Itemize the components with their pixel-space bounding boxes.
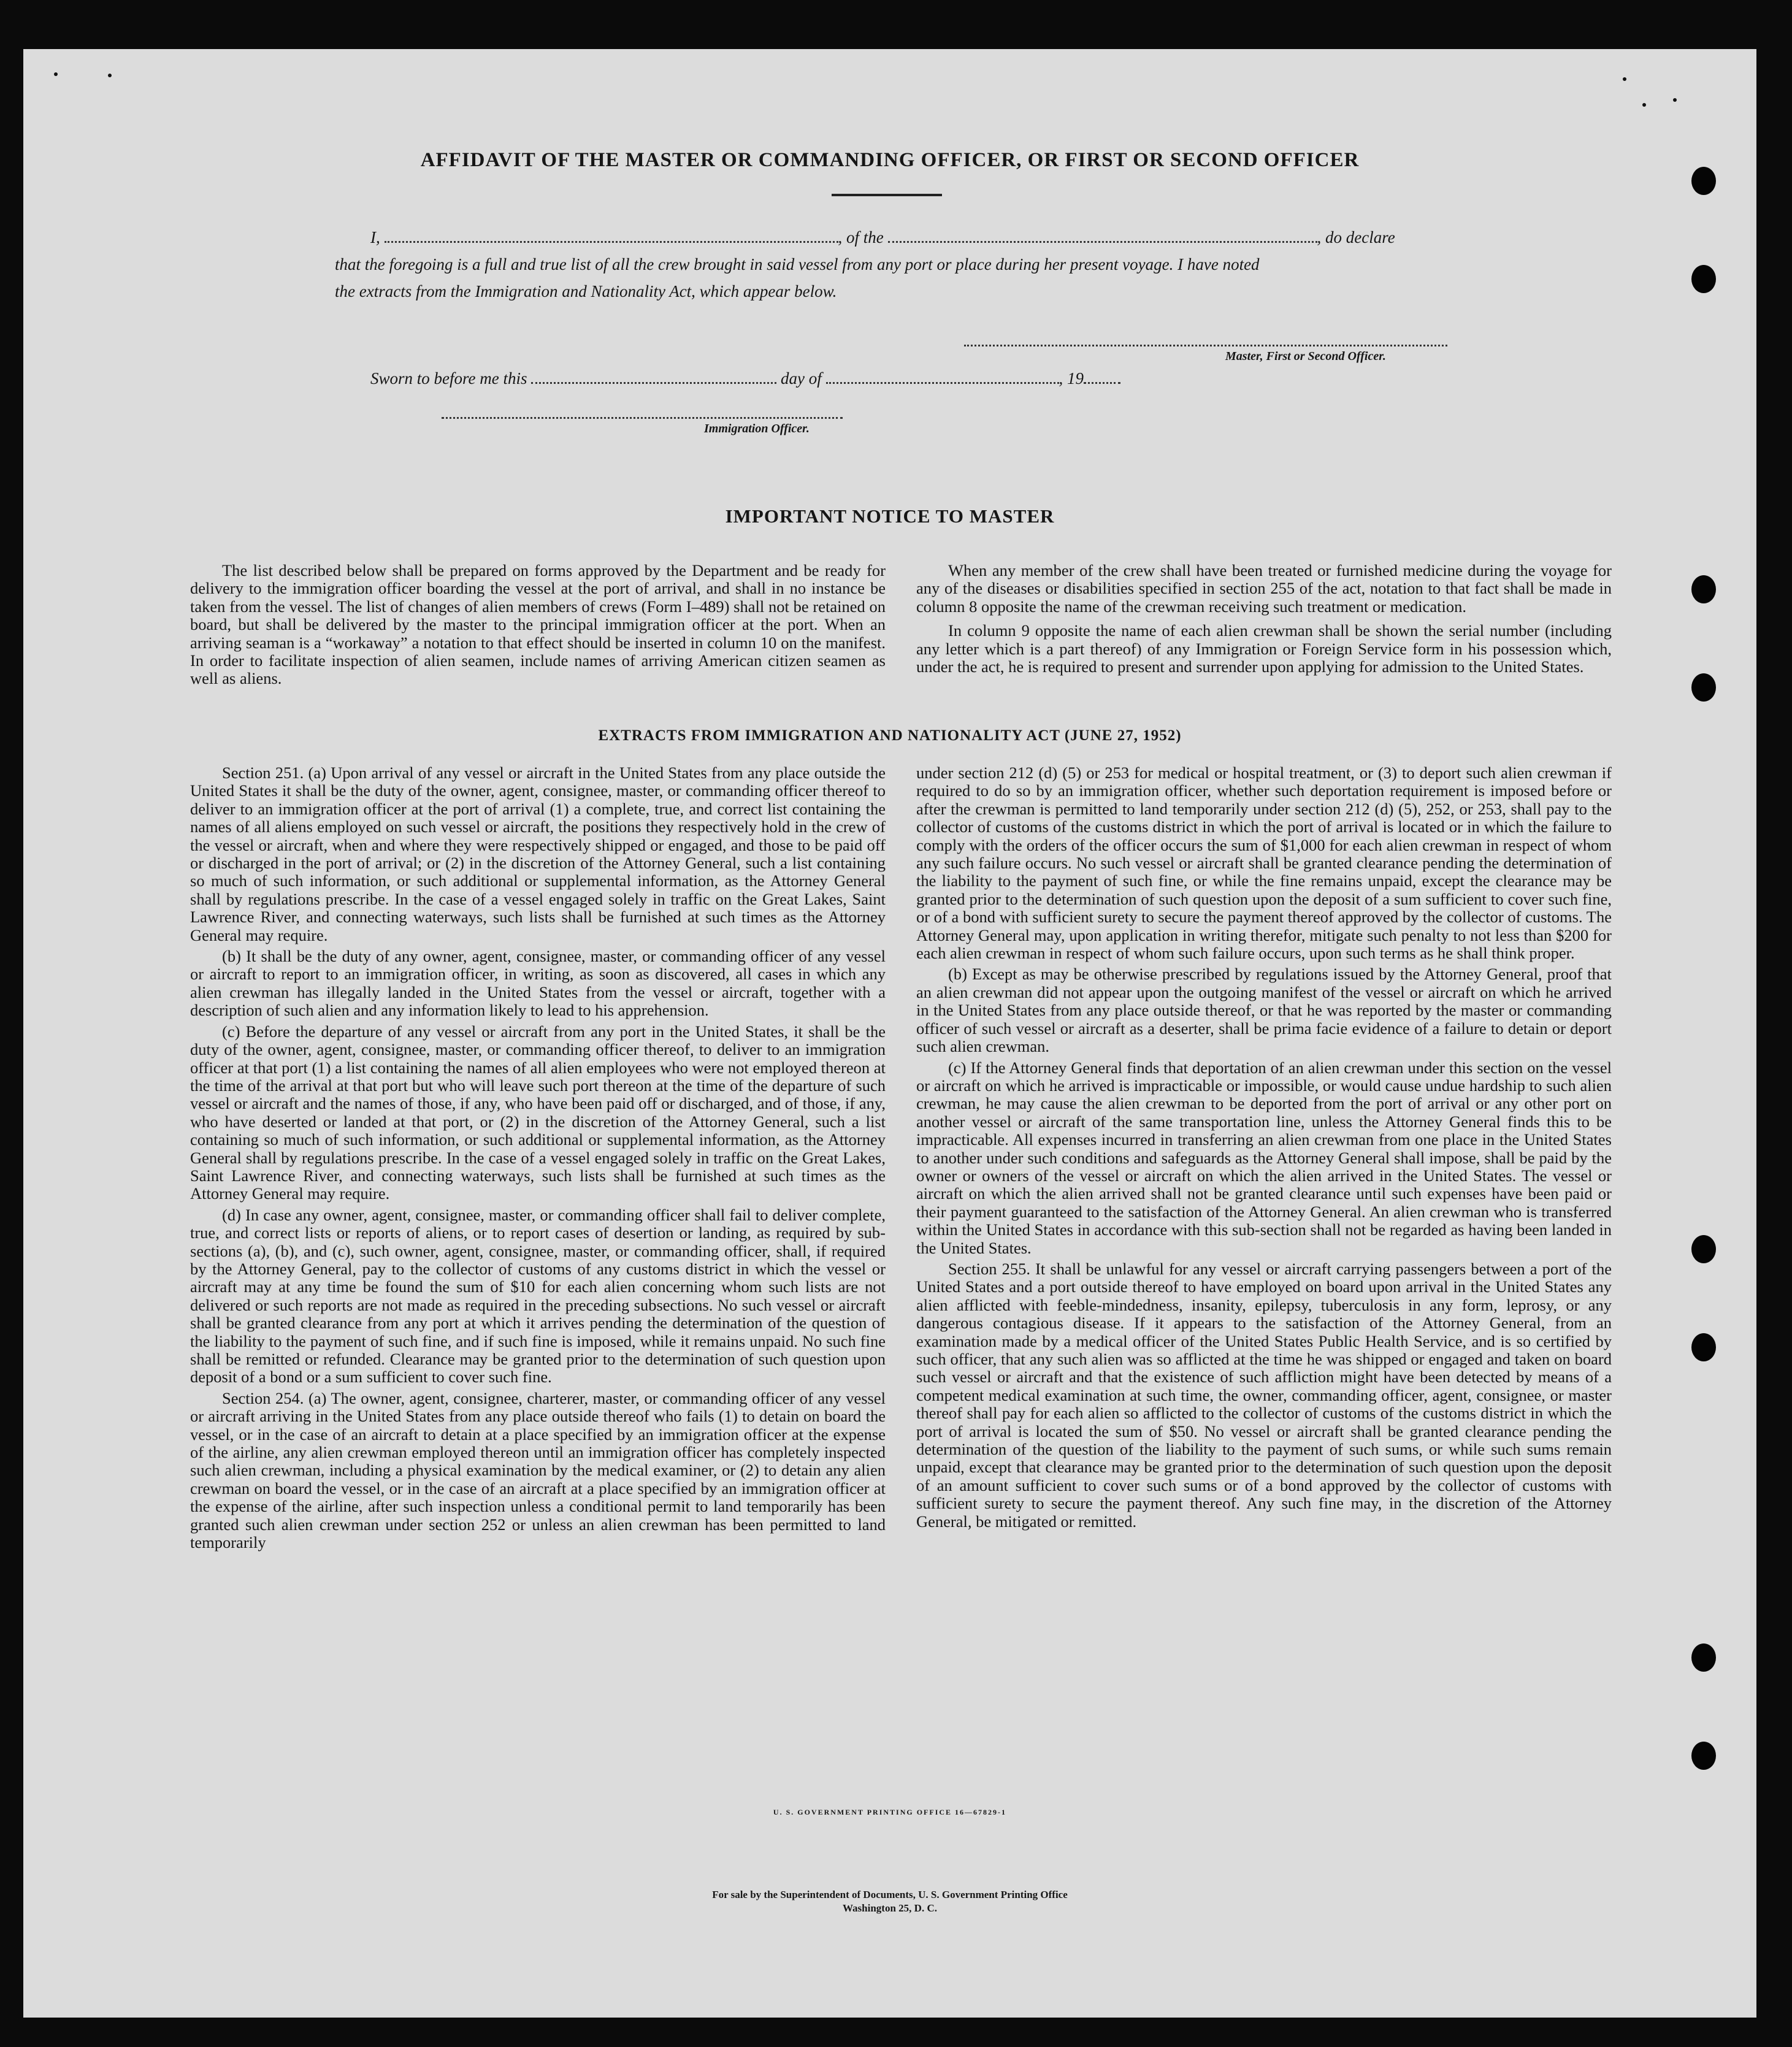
punch-hole-3 [1691, 575, 1716, 603]
vessel-field[interactable] [888, 229, 1317, 243]
notice-right-text-1: When any member of the crew shall have been treated or furnished medicine during the voyage for any of the diseases or disabilities specified in section 255 of the act, notation to that fact shall be made in column 8 opposite the name of the crewman receiving such treatment or medication. [916, 561, 1612, 616]
punch-hole-6 [1691, 1333, 1716, 1361]
notice-right-column [916, 562, 1612, 679]
sale-notice-line-2: Washington 25, D. C. [843, 1902, 937, 1914]
affidavit-line-3: the extracts from the Immigration and Nationality Act, which appear below. [335, 282, 837, 300]
section-251-c: (c) Before the departure of any vessel or aircraft from any port in the United States, it shall be the duty of the owner, agent, consignee, master, or commanding officer thereof, to deliver to an immigration officer at that port (1) a list containing the names of all alien employees who were not employed thereon at the time of the arrival at that port but who will leave such port thereon at the time of the departure of such vessel or aircraft and the names of those, if any, who have been paid off or discharged, and of those, if any, who have deserted or landed at that port, or (2) in the discretion of the Attorney General, such a list containing so much of such information, or such additional or supplemental information, as the Attorney General shall by regulations prescribe. In the case of a vessel engaged solely in traffic on the Great Lakes, Saint Lawrence River, and connecting waterways, such lists shall be furnished at such times as the Attorney General may require. [190, 1022, 886, 1203]
section-251-a: Section 251. (a) Upon arrival of any vessel or aircraft in the United States from any place outside the United States it shall be the duty of the owner, agent, consignee, master, or commanding officer thereof to deliver to an immigration officer at the port of arrival (1) a complete, true, and correct list containing the names of all aliens employed on such vessel or aircraft, the positions they respectively hold in the crew of the vessel or aircraft, when and where they were respectively shipped or engaged, and those to be paid off or discharged in the port of arrival; or (2) in the discretion of the Attorney General, such a list containing so much of such information, or such additional or supplemental information, as the Attorney General shall by regulations prescribe. In the case of a vessel engaged solely in traffic on the Great Lakes, Saint Lawrence River, and connecting waterways, such lists shall be furnished at such times as the Attorney General may require. [190, 763, 886, 944]
speck-5 [1642, 103, 1646, 107]
extracts-right-column [916, 764, 1612, 1534]
sworn-day-field[interactable] [531, 370, 776, 384]
punch-hole-5 [1691, 1235, 1716, 1263]
extracts-title: EXTRACTS FROM IMMIGRATION AND NATIONALITY ACT (JUNE 27, 1952) [598, 727, 1182, 744]
affidavit-title: AFFIDAVIT OF THE MASTER OR COMMANDING OFFICER, OR FIRST OR SECOND OFFICER [420, 149, 1360, 171]
section-251-d: (d) In case any owner, agent, consignee, master, or commanding officer shall fail to deliver complete, true, and correct lists or reports of aliens, or to report cases of desertion or landing, as required by sub-sections (a), (b), and (c), such owner, agent, consignee, master, or commanding officer, shall, if required by the Attorney General, pay to the collector of customs of any customs district in which the vessel or aircraft may at any time be found the sum of $10 for each alien concerning whom such lists are not delivered or such reports are not made as required in the preceding subsections. No such vessel or aircraft shall be granted clearance from any port at which it arrives pending the determination of the question of the liability to the payment of such fine, and if such fine is imposed, while it remains unpaid. No such fine shall be remitted or refunded. Clearance may be granted prior to the determination of such question upon deposit of a bond or a sum sufficient to cover such fine. [190, 1205, 886, 1387]
year-text: , 19 [1059, 369, 1084, 388]
printing-office-imprint: U. S. GOVERNMENT PRINTING OFFICE 16—67829-1 [773, 1808, 1007, 1816]
affidavit-of-the: , of the [838, 228, 884, 247]
document-sheet [23, 49, 1756, 2018]
sworn-text: Sworn to before me this [370, 369, 527, 388]
sworn-year-field[interactable] [1084, 370, 1120, 384]
notice-left-text: The list described below shall be prepared on forms approved by the Department and be ready for delivery to the immigration officer boarding the vessel at the port of arrival, and shall in no instance be taken from the vessel. The list of changes of alien members of crews (Form I–489) shall not be retained on board, but shall be delivered by the master to the principal immigration officer at the port. When an arriving seaman is a “workaway” a notation to that effect should be inserted in column 10 on the manifest. In order to facilitate inspection of alien seamen, include names of arriving American citizen seamen as well as aliens. [190, 561, 886, 688]
officer-caption: Immigration Officer. [704, 422, 810, 435]
affidavit-i: I, [370, 228, 380, 247]
speck-2 [108, 74, 112, 77]
day-of-text: day of [781, 369, 822, 388]
section-254-a-start: Section 254. (a) The owner, agent, consignee, charterer, master, or commanding officer of any vessel or aircraft arriving in the United States from any place outside thereof who fails (1) to detain on board the vessel, or in the case of an aircraft to detain at a place specified by an immigration officer at the expense of the airline, any alien crewman employed thereon until an immigration officer has completely inspected such alien crewman, including a physical examination by the medical examiner, or (2) to detain any alien crewman on board the vessel, or in the case of an aircraft at a place specified by an immigration officer at the expense of the airline, after such inspection unless a conditional permit to land temporarily has been granted such alien crewman under section 252 or unless an alien crewman has been permitted to land temporarily [190, 1388, 886, 1552]
affidavit-line-2: that the foregoing is a full and true list of all the crew brought in said vessel from any port or place during her present voyage. I have noted [335, 255, 1260, 274]
speck-3 [1623, 77, 1626, 81]
punch-hole-7 [1691, 1643, 1716, 1672]
sale-notice-line-1: For sale by the Superintendent of Documents, U. S. Government Printing Office [712, 1889, 1068, 1900]
notice-right-text-2: In column 9 opposite the name of each alien crewman shall be shown the serial number (including any letter which is a part thereof) of any Immigration or Foreign Service form in his possession which, under the act, he is required to present and surrender upon applying for admission to the United States. [916, 621, 1612, 676]
section-254-b: (b) Except as may be otherwise prescribed by regulations issued by the Attorney General, proof that an alien crewman did not appear upon the outgoing manifest of the vessel or aircraft on which he arrived in the United States from any place outside thereof, or that he was reported by the master or commanding officer of such vessel or aircraft as a deserter, shall be prima facie evidence of a failure to detain or deport such alien crewman. [916, 965, 1612, 1056]
name-field[interactable] [385, 229, 838, 243]
title-rule [832, 194, 942, 196]
officer-signature-line[interactable] [442, 417, 843, 419]
punch-hole-4 [1691, 673, 1716, 702]
affidavit-line-1 [370, 228, 1474, 247]
section-255: Section 255. It shall be unlawful for any vessel or aircraft carrying passengers between a port of the United States and a port outside thereof to have employed on board upon arrival in the United States any alien afflicted with feeble-mindedness, insanity, epilepsy, tuberculosis in any form, leprosy, or any dangerous contagious disease. If it appears to the satisfaction of the Attorney General, from an examination made by a medical officer of the United States Public Health Service, and is so certified by such officer, that any such alien was so afflicted at the time he was shipped or engaged and taken on board such vessel or aircraft and that the existence of such affliction might have been detected by means of a competent medical examination at such time, the owner, commanding officer, agent, consignee, or master thereof shall pay for each alien so afflicted to the collector of customs of the customs district in which the port of arrival is located the sum of $50. No vessel or aircraft shall be granted clearance pending the determination of the question of the liability to the payment of such sums, or while such sums remain unpaid, except that clearance may be granted prior to the determination of such question upon the deposit of an amount sufficient to cover such sums or of a bond approved by the collector of customs with sufficient surety to secure the payment thereof. Any such fine may, in the discretion of the Attorney General, be mitigated or remitted. [916, 1259, 1612, 1531]
speck-1 [54, 72, 58, 76]
extracts-left-column [190, 764, 886, 1555]
notice-left-column [190, 562, 886, 691]
section-254-a-continued: under section 212 (d) (5) or 253 for medical or hospital treatment, or (3) to deport such alien crewman if required to do so by an immigration officer, whether such deportation requirement is imposed before or after the crewman is permitted to land temporarily under section 212 (d) (5), 252, or 253, shall pay to the collector of customs of the customs district in which the port of arrival is located or in which the failure to comply with the orders of the officer occurs the sum of $1,000 for each alien crewman in respect of whom any such failure occurs. No such vessel or aircraft shall be granted clearance pending the determination of the liability to the payment of such fine, or while the fine remains unpaid, except the clearance may be granted prior to the determination of such question upon the deposit of a sum sufficient to cover such fine, or of a bond with sufficient surety to secure the payment thereof approved by the collector of customs. The Attorney General may, upon application in writing therefor, mitigate such penalty to not less than $200 for each alien crewman in respect of whom such failure occurs, upon such terms as he shall think proper. [916, 763, 1612, 963]
section-251-b: (b) It shall be the duty of any owner, agent, consignee, master, or commanding officer of any vessel or aircraft to report to an immigration officer, in writing, as soon as discovered, all cases in which any alien crewman has illegally landed in the United States from the vessel or aircraft, together with a description of such alien and any information likely to lead to his apprehension. [190, 947, 886, 1020]
punch-hole-2 [1691, 265, 1716, 293]
master-caption: Master, First or Second Officer. [1225, 350, 1386, 363]
affidavit-declare: , do declare [1317, 228, 1395, 247]
master-signature-line[interactable] [964, 345, 1447, 346]
speck-4 [1673, 98, 1677, 102]
sworn-line [370, 369, 1120, 388]
section-254-c: (c) If the Attorney General finds that deportation of an alien crewman under this section on the vessel or aircraft on which he arrived is impracticable or impossible, or would cause undue hardship to such alien crewman, he may cause the alien crewman to be deported from the port of arrival or any other port on another vessel or aircraft of the same transportation line, unless the Attorney General finds this to be impracticable. All expenses incurred in transferring an alien crewman from one place in the United States to another under such conditions and safeguards as the Attorney General shall impose, shall be paid by the owner or owners of the vessel or aircraft on which the alien arrived in the United States. The vessel or aircraft on which the alien arrived shall not be granted clearance until such expenses have been paid or their payment guaranteed to the satisfaction of the Attorney General. An alien crewman who is transferred within the United States in accordance with this sub-section shall not be regarded as having been landed in the United States. [916, 1058, 1612, 1257]
notice-title: IMPORTANT NOTICE TO MASTER [725, 505, 1055, 527]
sworn-month-field[interactable] [826, 370, 1059, 384]
punch-hole-8 [1691, 1742, 1716, 1770]
